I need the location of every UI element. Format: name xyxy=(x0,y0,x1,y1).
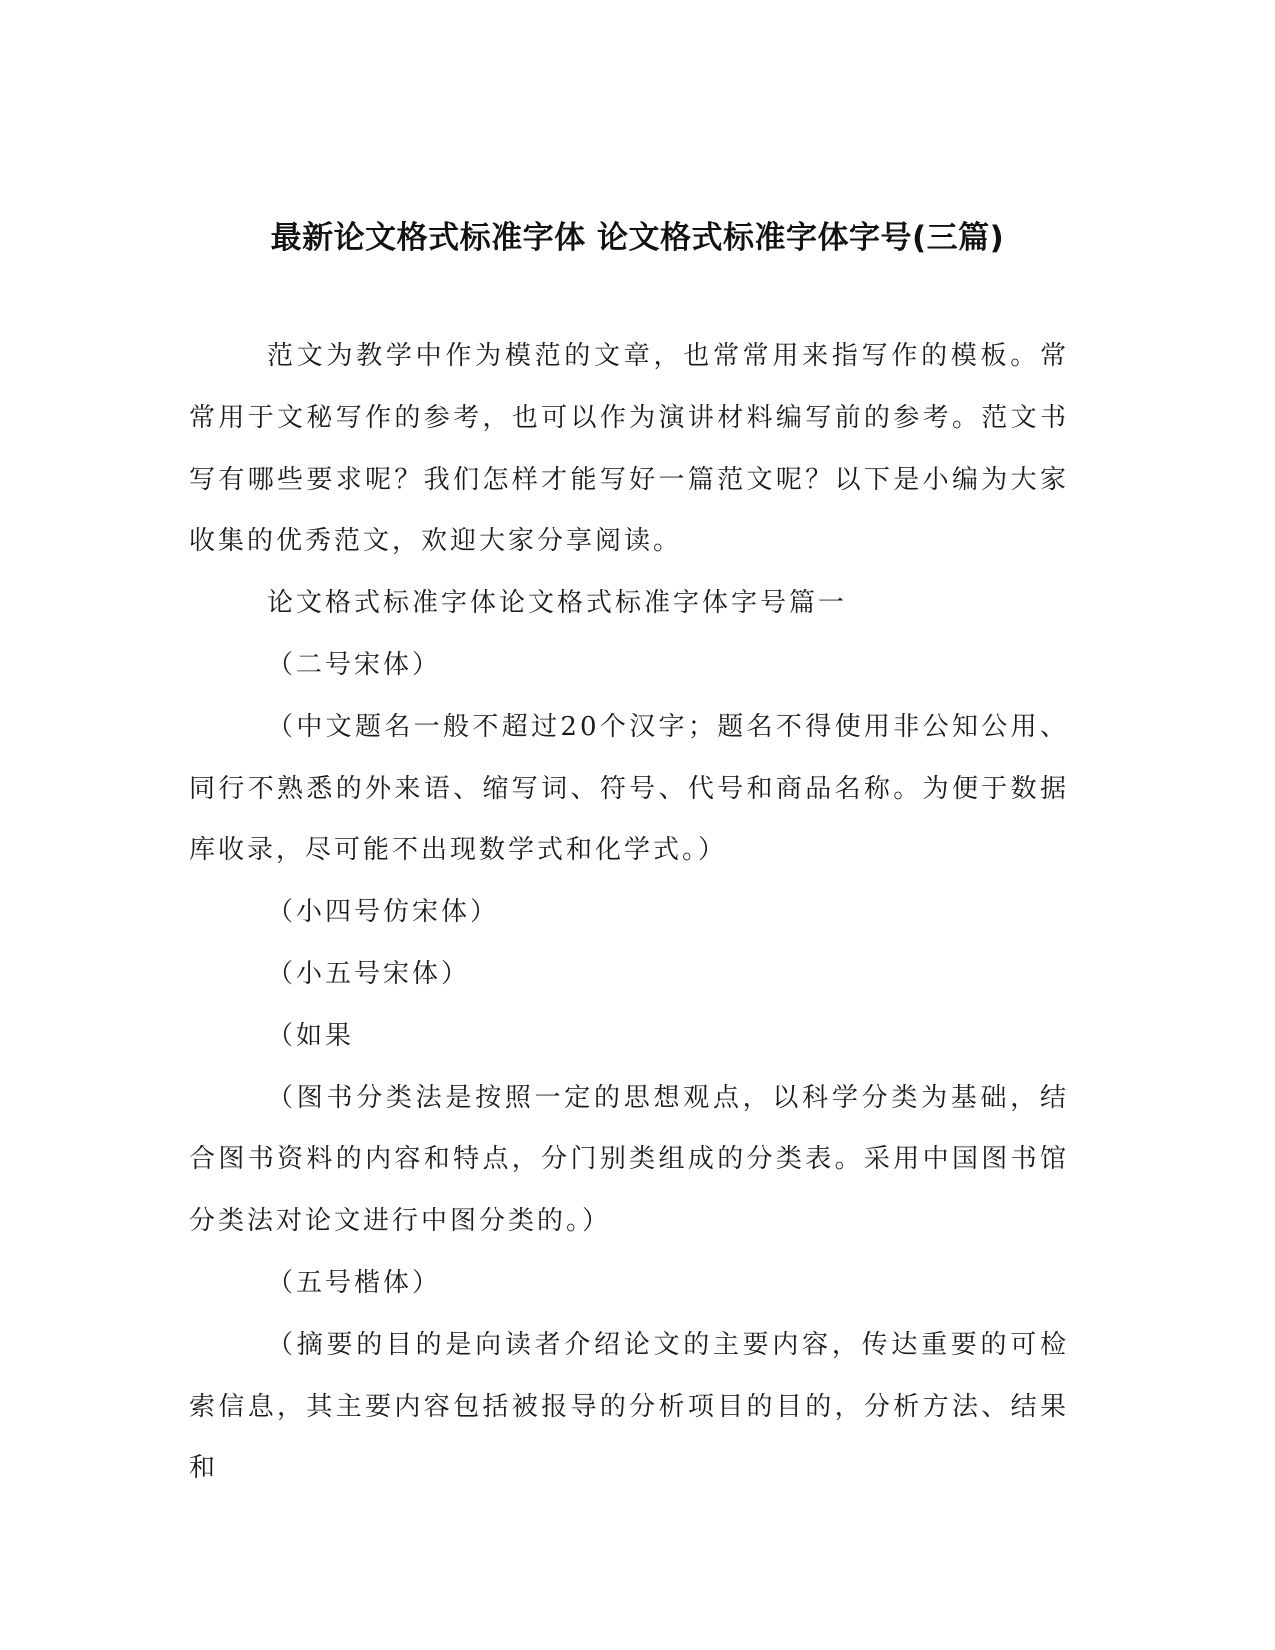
document-title: 最新论文格式标准字体 论文格式标准字体字号(三篇) xyxy=(270,220,1005,256)
title-rule-paragraph: （中文题名一般不超过20个汉字；题名不得使用非公知公用、同行不熟悉的外来语、缩写词、符号、代号和商品名称。为便于数据库收录，尽可能不出现数学式和化学式。） xyxy=(189,711,1069,866)
note-paragraph: （如果 xyxy=(267,1020,355,1051)
classification-paragraph: （图书分类法是按照一定的思想观点，以科学分类为基础，结合图书资料的内容和特点，分门别类组成的分类表。采用中国图书馆分类法对论文进行中图分类的。） xyxy=(189,1082,1069,1237)
intro-paragraph: 范文为教学中作为模范的文章，也常常用来指写作的模板。常常用于文秘写作的参考，也可以作为演讲材料编写前的参考。范文书写有哪些要求呢？我们怎样才能写好一篇范文呢？以下是小编为大家收集的优秀范文，欢迎大家分享阅读。 xyxy=(189,341,1069,557)
font-note-paragraph: （小四号仿宋体） xyxy=(267,897,500,928)
abstract-paragraph: （摘要的目的是向读者介绍论文的主要内容，传达重要的可检索信息，其主要内容包括被报导的分析项目的目的，分析方法、结果和 xyxy=(189,1329,1069,1484)
font-note-paragraph: （五号楷体） xyxy=(267,1267,442,1298)
document-body xyxy=(189,326,1069,1500)
font-note-paragraph: （二号宋体） xyxy=(267,649,442,680)
font-note-paragraph: （小五号宋体） xyxy=(267,958,471,989)
section-heading: 论文格式标准字体论文格式标准字体字号篇一 xyxy=(267,588,848,619)
